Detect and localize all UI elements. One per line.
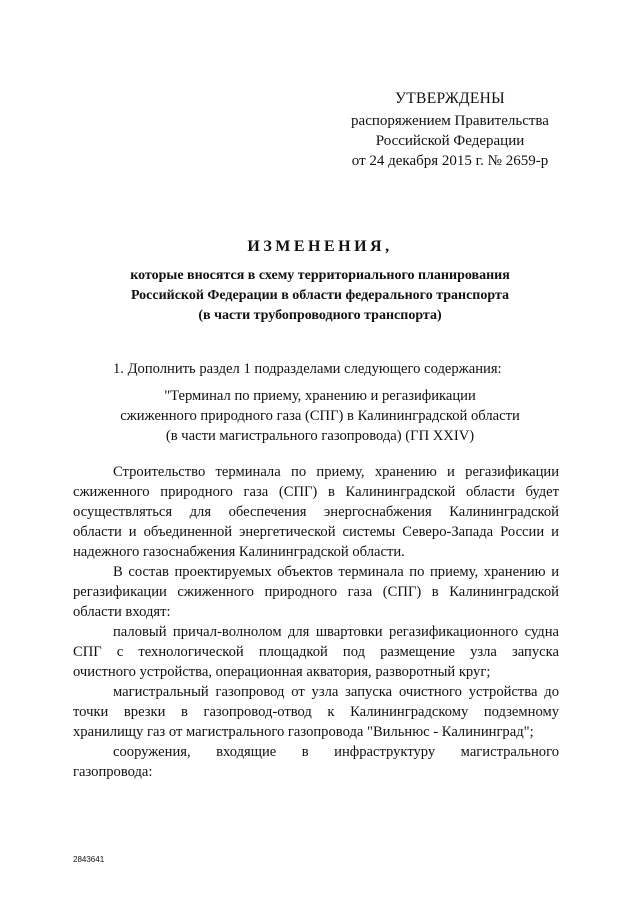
list-item-1-line: паловый причал-волнолом для швартовки регазификационного судна [113, 624, 559, 640]
list-item-2-line: точки врезки в газопровод-отвод к Калининградскому подземному [73, 704, 559, 720]
subtitle-line-2: Российской Федерации в области федерального транспорта [130, 288, 510, 303]
list-item-3-line: сооружения, входящие в инфраструктуру магистрального [113, 744, 559, 760]
paragraph1-line: сжиженного природного газа (СПГ) в Калининградской области будет [73, 484, 559, 500]
paragraph1-line: Строительство терминала по приему, хранению и регазификации [113, 464, 559, 480]
paragraph1-line: области и объединенной энергетической системы Северо-Запада России и [73, 524, 559, 540]
document-subtitle [60, 266, 580, 326]
approval-line-3: от 24 декабря 2015 г. № 2659-р [351, 153, 549, 169]
approval-line-1: распоряжением Правительства [351, 113, 549, 129]
section-heading-line-1: "Терминал по приему, хранению и регазификации [164, 388, 476, 404]
section-heading [60, 386, 580, 446]
approval-heading: УТВЕРЖДЕНЫ [395, 90, 505, 107]
list-item-3-line: газопровода: [73, 764, 153, 780]
list-item-2-line: магистральный газопровод от узла запуска очистного устройства до [113, 684, 559, 700]
paragraph2-line: регазификации сжиженного природного газа (СПГ) в Калининградской [73, 584, 559, 600]
list-item-1-line: СПГ с технологической площадкой под размещение узла запуска [73, 644, 559, 660]
subtitle-line-1: которые вносятся в схему территориального планирования [130, 268, 510, 283]
approval-line-2: Российской Федерации [375, 133, 525, 149]
approval-block [330, 89, 570, 171]
subtitle-line-3: (в части трубопроводного транспорта) [198, 308, 442, 323]
list-item-2-line: хранилищу газ от магистрального газопровода "Вильнюс - Калининград"; [73, 724, 534, 740]
paragraph2-line: В состав проектируемых объектов терминала по приему, хранению и [113, 564, 559, 580]
paragraph1-line: надежного газоснабжения Калининградской области. [73, 544, 405, 560]
footer-code: 2843641 [73, 855, 105, 864]
section-heading-line-2: сжиженного природного газа (СПГ) в Калининградской области [120, 408, 520, 424]
section-heading-line-3: (в части магистрального газопровода) (ГП XXIV) [165, 428, 475, 444]
document-title: ИЗМЕНЕНИЯ, [247, 238, 393, 255]
paragraph2-line: области входят: [73, 604, 171, 620]
item-1: 1. Дополнить раздел 1 подразделами следующего содержания: [113, 361, 502, 377]
list-item-1-line: очистного устройства, операционная акватория, разворотный круг; [73, 664, 491, 680]
paragraph1-line: осуществляться для обеспечения энергоснабжения Калининградской [73, 504, 559, 520]
